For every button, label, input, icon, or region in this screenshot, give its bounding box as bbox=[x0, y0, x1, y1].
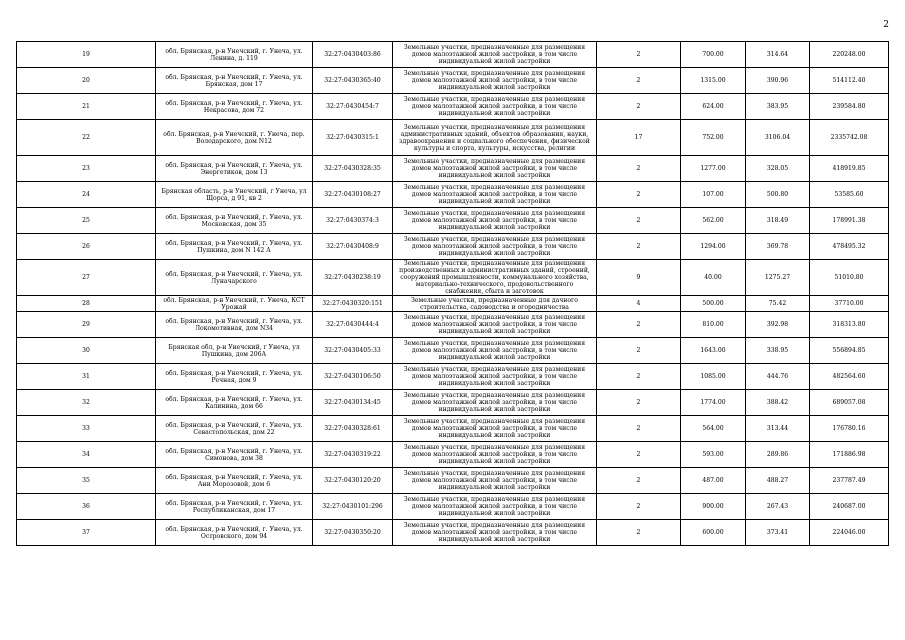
land-address: обл. Брянская, р-н Унечский, г. Унеча, ул. Локомотивная, дом N34 bbox=[156, 312, 313, 338]
land-area: 107.00 bbox=[681, 182, 746, 208]
use-group: 2 bbox=[597, 312, 681, 338]
table-row bbox=[17, 390, 889, 416]
land-area: 624.00 bbox=[681, 94, 746, 120]
cadastral-value: 220248.00 bbox=[810, 42, 889, 68]
use-group: 2 bbox=[597, 42, 681, 68]
use-group: 2 bbox=[597, 234, 681, 260]
land-address: Брянская область, р-н Унечский, г Унеча, ул Щорса, д 91, кв 2 bbox=[156, 182, 313, 208]
specific-value: 383.95 bbox=[746, 94, 810, 120]
cadastral-value: 482564.60 bbox=[810, 364, 889, 390]
land-use-type: Земельные участки, предназначенные для размещения домов малоэтажной жилой застройки, в том числе индивидуальной жилой застройки bbox=[393, 338, 597, 364]
table-row bbox=[17, 494, 889, 520]
land-use-type: Земельные участки, предназначенные для размещения домов малоэтажной жилой застройки, в том числе индивидуальной жилой застройки bbox=[393, 442, 597, 468]
land-area: 600.00 bbox=[681, 520, 746, 546]
land-use-type: Земельные участки, предназначенные для размещения домов малоэтажной жилой застройки, в том числе индивидуальной жилой застройки bbox=[393, 468, 597, 494]
land-area: 810.00 bbox=[681, 312, 746, 338]
cadastral-value: 37710.00 bbox=[810, 296, 889, 312]
specific-value: 75.42 bbox=[746, 296, 810, 312]
land-address: Брянская обл, р-н Унечский, г Унеча, ул Пушкина, дом 206А bbox=[156, 338, 313, 364]
use-group: 4 bbox=[597, 296, 681, 312]
table-row bbox=[17, 260, 889, 296]
page-number: 2 bbox=[883, 20, 889, 30]
table-row bbox=[17, 94, 889, 120]
land-address: обл. Брянская, р-н Унечский, г. Унеча, ул. Пушкина, дом N 142 А bbox=[156, 234, 313, 260]
specific-value: 444.76 bbox=[746, 364, 810, 390]
use-group: 2 bbox=[597, 68, 681, 94]
cadastral-value: 171886.98 bbox=[810, 442, 889, 468]
cadastral-number: 32:27:0430120:20 bbox=[313, 468, 393, 494]
table-row bbox=[17, 468, 889, 494]
row-number: 19 bbox=[17, 42, 156, 68]
cadastral-number: 32:27:0430328:61 bbox=[313, 416, 393, 442]
land-address: обл. Брянская, р-н Унечский, г. Унеча, ул. Луначарского bbox=[156, 260, 313, 296]
land-address: обл. Брянская, р-н Унечский, г. Унеча, ул. Островского, дом 94 bbox=[156, 520, 313, 546]
row-number: 29 bbox=[17, 312, 156, 338]
land-use-type: Земельные участки, предназначенные для размещения домов малоэтажной жилой застройки, в том числе индивидуальной жилой застройки bbox=[393, 208, 597, 234]
use-group: 2 bbox=[597, 520, 681, 546]
land-address: обл. Брянская, р-н Унечский, г. Унеча, ул. Московская, дом 35 bbox=[156, 208, 313, 234]
land-use-type: Земельные участки, предназначенные для размещения домов малоэтажной жилой застройки, в том числе индивидуальной жилой застройки bbox=[393, 390, 597, 416]
land-use-type: Земельные участки, предназначенные для размещения домов малоэтажной жилой застройки, в том числе индивидуальной жилой застройки bbox=[393, 416, 597, 442]
specific-value: 314.64 bbox=[746, 42, 810, 68]
use-group: 2 bbox=[597, 94, 681, 120]
cadastral-number: 32:27:0430101:296 bbox=[313, 494, 393, 520]
table-row bbox=[17, 416, 889, 442]
land-area: 487.00 bbox=[681, 468, 746, 494]
land-area: 500.00 bbox=[681, 296, 746, 312]
cadastral-value: 418919.85 bbox=[810, 156, 889, 182]
cadastral-value: 176780.16 bbox=[810, 416, 889, 442]
land-address: обл. Брянская, р-н Унечский, г. Унеча, ул. Республиканская, дом 17 bbox=[156, 494, 313, 520]
land-area: 752.00 bbox=[681, 120, 746, 156]
land-area: 40.00 bbox=[681, 260, 746, 296]
land-area: 700.00 bbox=[681, 42, 746, 68]
cadastral-number: 32:27:0430405:33 bbox=[313, 338, 393, 364]
use-group: 2 bbox=[597, 494, 681, 520]
cadastral-number: 32:27:0430350:20 bbox=[313, 520, 393, 546]
specific-value: 388.42 bbox=[746, 390, 810, 416]
cadastral-number: 32:27:0430328:35 bbox=[313, 156, 393, 182]
table-row bbox=[17, 156, 889, 182]
row-number: 25 bbox=[17, 208, 156, 234]
land-address: обл. Брянская, р-н Унечский, г. Унеча, КСТ Урожай bbox=[156, 296, 313, 312]
cadastral-value: 224046.00 bbox=[810, 520, 889, 546]
specific-value: 500.80 bbox=[746, 182, 810, 208]
row-number: 26 bbox=[17, 234, 156, 260]
table-row bbox=[17, 520, 889, 546]
cadastral-number: 32:27:0430134:45 bbox=[313, 390, 393, 416]
specific-value: 373.41 bbox=[746, 520, 810, 546]
cadastral-value: 237787.49 bbox=[810, 468, 889, 494]
specific-value: 313.44 bbox=[746, 416, 810, 442]
use-group: 2 bbox=[597, 208, 681, 234]
use-group: 2 bbox=[597, 156, 681, 182]
land-use-type: Земельные участки, предназначенные для размещения домов малоэтажной жилой застройки, в том числе индивидуальной жилой застройки bbox=[393, 520, 597, 546]
row-number: 20 bbox=[17, 68, 156, 94]
cadastral-value: 514112.40 bbox=[810, 68, 889, 94]
specific-value: 289.86 bbox=[746, 442, 810, 468]
land-area: 1315.00 bbox=[681, 68, 746, 94]
table-row bbox=[17, 208, 889, 234]
land-address: обл. Брянская, р-н Унечский, г. Унеча, ул. Энергетиков, дом 13 bbox=[156, 156, 313, 182]
use-group: 9 bbox=[597, 260, 681, 296]
specific-value: 369.78 bbox=[746, 234, 810, 260]
specific-value: 338.95 bbox=[746, 338, 810, 364]
table-row bbox=[17, 442, 889, 468]
cadastral-value: 689057.08 bbox=[810, 390, 889, 416]
row-number: 28 bbox=[17, 296, 156, 312]
cadastral-value-table bbox=[16, 41, 889, 546]
cadastral-value: 478495.32 bbox=[810, 234, 889, 260]
row-number: 37 bbox=[17, 520, 156, 546]
row-number: 22 bbox=[17, 120, 156, 156]
row-number: 21 bbox=[17, 94, 156, 120]
cadastral-value: 2335742.08 bbox=[810, 120, 889, 156]
specific-value: 1275.27 bbox=[746, 260, 810, 296]
cadastral-number: 32:27:0430454:7 bbox=[313, 94, 393, 120]
row-number: 30 bbox=[17, 338, 156, 364]
land-address: обл. Брянская, р-н Унечский, г. Унеча, ул. Ленина, д. 119 bbox=[156, 42, 313, 68]
land-area: 1774.00 bbox=[681, 390, 746, 416]
land-use-type: Земельные участки, предназначенные для размещения административных зданий, объектов образования, науки, здравоохранения и социального обеспечения, физической культуры и спорта, культуры, искусства, религии bbox=[393, 120, 597, 156]
cadastral-number: 32:27:0430319:22 bbox=[313, 442, 393, 468]
use-group: 2 bbox=[597, 182, 681, 208]
cadastral-value: 556894.85 bbox=[810, 338, 889, 364]
cadastral-number: 32:27:0430238:19 bbox=[313, 260, 393, 296]
land-use-type: Земельные участки, предназначенные для размещения домов малоэтажной жилой застройки, в том числе индивидуальной жилой застройки bbox=[393, 94, 597, 120]
land-address: обл. Брянская, р-н Унечский, г. Унеча, ул. Речная, дом 9 bbox=[156, 364, 313, 390]
cadastral-number: 32:27:0430106:50 bbox=[313, 364, 393, 390]
land-area: 1294.00 bbox=[681, 234, 746, 260]
row-number: 24 bbox=[17, 182, 156, 208]
land-area: 1085.00 bbox=[681, 364, 746, 390]
land-address: обл. Брянская, р-н Унечский, г. Унеча, ул. Брянская, дом 17 bbox=[156, 68, 313, 94]
cadastral-value: 240687.00 bbox=[810, 494, 889, 520]
table-body bbox=[17, 42, 889, 546]
land-use-type: Земельные участки, предназначенные для размещения домов малоэтажной жилой застройки, в том числе индивидуальной жилой застройки bbox=[393, 234, 597, 260]
land-address: обл. Брянская, р-н Унечский, г. Унеча, ул. Севастопольская, дом 22 bbox=[156, 416, 313, 442]
land-use-type: Земельные участки, предназначенные для размещения домов малоэтажной жилой застройки, в том числе индивидуальной жилой застройки bbox=[393, 156, 597, 182]
use-group: 2 bbox=[597, 416, 681, 442]
land-area: 1643.00 bbox=[681, 338, 746, 364]
land-use-type: Земельные участки, предназначенные для размещения домов малоэтажной жилой застройки, в том числе индивидуальной жилой застройки bbox=[393, 364, 597, 390]
specific-value: 392.98 bbox=[746, 312, 810, 338]
row-number: 32 bbox=[17, 390, 156, 416]
table-row bbox=[17, 364, 889, 390]
cadastral-value: 318313.80 bbox=[810, 312, 889, 338]
land-address: обл. Брянская, р-н Унечский, г. Унеча, ул. Ани Морозовой, дом 6 bbox=[156, 468, 313, 494]
cadastral-number: 32:27:0430444:4 bbox=[313, 312, 393, 338]
specific-value: 267.43 bbox=[746, 494, 810, 520]
land-use-type: Земельные участки, предназначенные для размещения домов малоэтажной жилой застройки, в том числе индивидуальной жилой застройки bbox=[393, 182, 597, 208]
table-row bbox=[17, 296, 889, 312]
cadastral-number: 32:27:0430408:9 bbox=[313, 234, 393, 260]
use-group: 2 bbox=[597, 390, 681, 416]
cadastral-number: 32:27:0430108:27 bbox=[313, 182, 393, 208]
cadastral-number: 32:27:0430403:86 bbox=[313, 42, 393, 68]
cadastral-value: 178991.38 bbox=[810, 208, 889, 234]
land-use-type: Земельные участки, предназначенные для размещения домов малоэтажной жилой застройки, в том числе индивидуальной жилой застройки bbox=[393, 68, 597, 94]
specific-value: 3106.04 bbox=[746, 120, 810, 156]
table-row bbox=[17, 42, 889, 68]
land-address: обл. Брянская, р-н Унечский, г. Унеча, ул. Калинина, дом 66 bbox=[156, 390, 313, 416]
use-group: 2 bbox=[597, 468, 681, 494]
land-address: обл. Брянская, р-н Унечский, г. Унеча, пер. Володарского, дом N12 bbox=[156, 120, 313, 156]
row-number: 36 bbox=[17, 494, 156, 520]
table-row bbox=[17, 120, 889, 156]
use-group: 17 bbox=[597, 120, 681, 156]
land-use-type: Земельные участки, предназначенные для размещения домов малоэтажной жилой застройки, в том числе индивидуальной жилой застройки bbox=[393, 42, 597, 68]
cadastral-number: 32:27:0430365:40 bbox=[313, 68, 393, 94]
land-use-type: Земельные участки, предназначенные для дачного строительства, садоводства и огородничества bbox=[393, 296, 597, 312]
table-row bbox=[17, 312, 889, 338]
land-address: обл. Брянская, р-н Унечский, г. Унеча, ул. Некрасова, дом 72 bbox=[156, 94, 313, 120]
use-group: 2 bbox=[597, 364, 681, 390]
land-use-type: Земельные участки, предназначенные для размещения домов малоэтажной жилой застройки, в том числе индивидуальной жилой застройки bbox=[393, 494, 597, 520]
row-number: 27 bbox=[17, 260, 156, 296]
land-area: 1277.00 bbox=[681, 156, 746, 182]
specific-value: 390.96 bbox=[746, 68, 810, 94]
land-use-type: Земельные участки, предназначенные для размещения производственных и административных зданий, строений, сооружений промышленности, коммунального хозяйства, материально-технического, продовольственного снабжения, сбыта и заготовок bbox=[393, 260, 597, 296]
row-number: 33 bbox=[17, 416, 156, 442]
land-area: 564.00 bbox=[681, 416, 746, 442]
table-row bbox=[17, 182, 889, 208]
cadastral-number: 32:27:0430374:3 bbox=[313, 208, 393, 234]
specific-value: 488.27 bbox=[746, 468, 810, 494]
row-number: 31 bbox=[17, 364, 156, 390]
row-number: 23 bbox=[17, 156, 156, 182]
table-row bbox=[17, 234, 889, 260]
cadastral-value: 51010.80 bbox=[810, 260, 889, 296]
specific-value: 328.05 bbox=[746, 156, 810, 182]
land-area: 900.00 bbox=[681, 494, 746, 520]
land-area: 593.00 bbox=[681, 442, 746, 468]
use-group: 2 bbox=[597, 442, 681, 468]
cadastral-number: 32:27:0430315:1 bbox=[313, 120, 393, 156]
land-use-type: Земельные участки, предназначенные для размещения домов малоэтажной жилой застройки, в том числе индивидуальной жилой застройки bbox=[393, 312, 597, 338]
row-number: 34 bbox=[17, 442, 156, 468]
cadastral-value: 53585.60 bbox=[810, 182, 889, 208]
table-row bbox=[17, 338, 889, 364]
cadastral-number: 32:27:0430320:151 bbox=[313, 296, 393, 312]
specific-value: 318.49 bbox=[746, 208, 810, 234]
use-group: 2 bbox=[597, 338, 681, 364]
table-row bbox=[17, 68, 889, 94]
row-number: 35 bbox=[17, 468, 156, 494]
land-address: обл. Брянская, р-н Унечский, г. Унеча, ул. Симонова, дом 38 bbox=[156, 442, 313, 468]
land-area: 562.00 bbox=[681, 208, 746, 234]
cadastral-value: 239584.80 bbox=[810, 94, 889, 120]
